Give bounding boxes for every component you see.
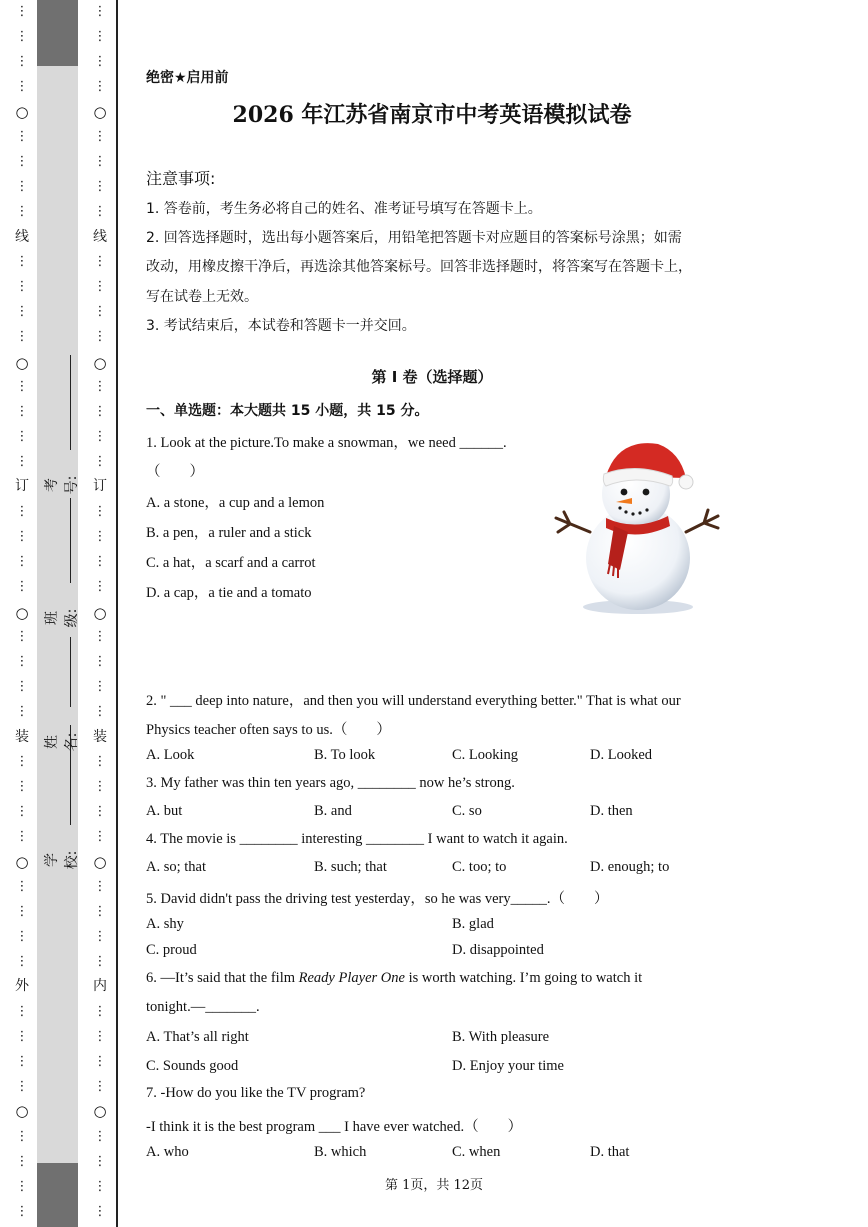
- page-footer: 第 1页，共 12页: [384, 1178, 484, 1193]
- inner-binding-dots: ⋮: [93, 1054, 107, 1069]
- inner-binding-char: 内: [93, 978, 107, 994]
- outer-binding-circle: ○: [15, 604, 29, 622]
- q5-option-b[interactable]: B. glad: [452, 916, 494, 932]
- outer-binding-dots: ⋮: [15, 304, 29, 319]
- inner-binding-dots: ⋮: [93, 404, 107, 419]
- inner-binding-dots: ⋮: [93, 904, 107, 919]
- outer-binding-dots: ⋮: [15, 954, 29, 969]
- outer-binding-dots: ⋮: [15, 179, 29, 194]
- q4-option-b[interactable]: B. such; that: [314, 859, 387, 875]
- q5-option-a[interactable]: A. shy: [146, 916, 184, 932]
- strip-top-cap: [37, 0, 78, 66]
- inner-binding-dots: ⋮: [93, 1129, 107, 1144]
- notice-item: 2. 回答选择题时，选出每小题答案后，用铅笔把答题卡对应题目的答案标号涂黑；如需: [146, 230, 682, 246]
- outer-binding-dots: ⋮: [15, 529, 29, 544]
- outer-binding-dots: ⋮: [15, 929, 29, 944]
- inner-binding-dots: ⋮: [93, 954, 107, 969]
- outer-binding-dots: ⋮: [15, 904, 29, 919]
- q1-option-d[interactable]: D. a cap，a tie and a tomato: [146, 585, 312, 601]
- inner-binding-dots: ⋮: [93, 79, 107, 94]
- outer-binding-dots: ⋮: [15, 1029, 29, 1044]
- q4-option-c[interactable]: C. too; to: [452, 859, 507, 875]
- inner-binding-circle: ○: [93, 853, 107, 871]
- inner-binding-dots: ⋮: [93, 679, 107, 694]
- exam-number-label: 考号:: [44, 475, 80, 495]
- outer-binding-dots: ⋮: [15, 79, 29, 94]
- q5-option-c[interactable]: C. proud: [146, 942, 197, 958]
- outer-binding-dots: ⋮: [15, 454, 29, 469]
- q2-option-c[interactable]: C. Looking: [452, 747, 519, 763]
- outer-binding-char: 装: [15, 729, 29, 745]
- notice-item: 写在试卷上无效。: [146, 289, 258, 305]
- question-7-stem-cont: -I think it is the best program ___ I have ever watched.（ ）: [146, 1119, 523, 1135]
- notice-item: 3. 考试结束后，本试卷和答题卡一并交回。: [146, 318, 416, 334]
- q7-option-d[interactable]: D. that: [590, 1144, 630, 1160]
- confidential-mark: 绝密★启用前: [146, 70, 229, 86]
- inner-binding-dots: ⋮: [93, 1079, 107, 1094]
- outer-binding-dots: ⋮: [15, 404, 29, 419]
- outer-binding-dots: ⋮: [15, 1129, 29, 1144]
- strip-bottom-cap: [37, 1163, 78, 1227]
- question-3-stem: 3. My father was thin ten years ago, ________ now he’s strong.: [146, 775, 515, 791]
- outer-binding-dots: ⋮: [15, 879, 29, 894]
- outer-binding-dots: ⋮: [15, 1179, 29, 1194]
- outer-binding-line: [10, 0, 34, 1227]
- outer-binding-dots: ⋮: [15, 1154, 29, 1169]
- outer-binding-dots: ⋮: [15, 54, 29, 69]
- q3-option-c[interactable]: C. so: [452, 803, 482, 819]
- question-2-stem: 2. " ___ deep into nature，and then you will understand everything better." That is what our: [146, 693, 681, 709]
- q5-option-d[interactable]: D. disappointed: [452, 942, 544, 958]
- question-5-stem: 5. David didn't pass the driving test yesterday，so he was very_____.（ ）: [146, 891, 609, 907]
- notice-item: 1. 答卷前，考生务必将自己的姓名、准考证号填写在答题卡上。: [146, 201, 542, 217]
- q7-option-a[interactable]: A. who: [146, 1144, 189, 1160]
- inner-binding-dots: ⋮: [93, 129, 107, 144]
- inner-binding-dots: ⋮: [93, 779, 107, 794]
- inner-binding-circle: ○: [93, 354, 107, 372]
- outer-binding-dots: ⋮: [15, 754, 29, 769]
- inner-binding-dots: ⋮: [93, 754, 107, 769]
- outer-binding-circle: ○: [15, 1102, 29, 1120]
- outer-binding-char: 线: [15, 229, 29, 245]
- q7-option-c[interactable]: C. when: [452, 1144, 501, 1160]
- inner-binding-char: 装: [93, 729, 107, 745]
- exam-number-field[interactable]: [44, 455, 80, 515]
- inner-binding-char: 订: [93, 478, 107, 494]
- q6-option-b[interactable]: B. With pleasure: [452, 1029, 550, 1045]
- question-1-stem: 1. Look at the picture.To make a snowman，we need ______.: [146, 435, 507, 451]
- q2-option-b[interactable]: B. To look: [314, 747, 376, 763]
- question-2-stem-cont: Physics teacher often says to us.（ ）: [146, 722, 391, 738]
- outer-binding-dots: ⋮: [15, 254, 29, 269]
- q1-option-a[interactable]: A. a stone，a cup and a lemon: [146, 495, 325, 511]
- q7-option-b[interactable]: B. which: [314, 1144, 367, 1160]
- outer-binding-dots: ⋮: [15, 654, 29, 669]
- inner-binding-dots: ⋮: [93, 429, 107, 444]
- question-6-stem-cont: tonight.—_______.: [146, 999, 260, 1015]
- inner-binding-dots: ⋮: [93, 4, 107, 19]
- inner-binding-circle: ○: [93, 103, 107, 121]
- inner-binding-line: [88, 0, 112, 1227]
- q6-option-a[interactable]: A. That’s all right: [146, 1029, 249, 1045]
- question-7-stem: 7. -How do you like the TV program?: [146, 1085, 366, 1101]
- outer-binding-dots: ⋮: [15, 4, 29, 19]
- inner-binding-dots: ⋮: [93, 1004, 107, 1019]
- q6-stem-post: is worth watching. I’m going to watch it: [404, 970, 643, 986]
- class-field[interactable]: [44, 588, 80, 648]
- q6-stem-pre: 6. —It’s said that the film: [146, 970, 299, 986]
- outer-binding-dots: ⋮: [15, 704, 29, 719]
- binding-edge-line: [116, 0, 118, 1227]
- inner-binding-dots: ⋮: [93, 879, 107, 894]
- outer-binding-char: 外: [15, 978, 29, 994]
- question-6-stem: [146, 970, 642, 987]
- inner-binding-dots: ⋮: [93, 529, 107, 544]
- outer-binding-dots: ⋮: [15, 379, 29, 394]
- inner-binding-dots: ⋮: [93, 504, 107, 519]
- inner-binding-dots: ⋮: [93, 929, 107, 944]
- inner-binding-dots: ⋮: [93, 1154, 107, 1169]
- outer-binding-circle: ○: [15, 354, 29, 372]
- inner-binding-dots: ⋮: [93, 579, 107, 594]
- section-heading: 第 I 卷（选择题）: [371, 368, 493, 386]
- inner-binding-dots: ⋮: [93, 804, 107, 819]
- outer-binding-circle: ○: [15, 853, 29, 871]
- question-1-bracket: （ ）: [146, 464, 204, 480]
- inner-binding-dots: ⋮: [93, 379, 107, 394]
- outer-binding-dots: ⋮: [15, 779, 29, 794]
- inner-binding-dots: ⋮: [93, 329, 107, 344]
- q6-film-title: Ready Player One: [298, 970, 405, 986]
- outer-binding-dots: ⋮: [15, 829, 29, 844]
- inner-binding-dots: ⋮: [93, 54, 107, 69]
- inner-binding-dots: ⋮: [93, 304, 107, 319]
- outer-binding-dots: ⋮: [15, 1004, 29, 1019]
- snowman-picture: [548, 432, 724, 616]
- inner-binding-char: 线: [93, 229, 107, 245]
- inner-binding-dots: ⋮: [93, 829, 107, 844]
- outer-binding-dots: ⋮: [15, 204, 29, 219]
- q4-option-a[interactable]: A. so; that: [146, 859, 207, 875]
- inner-binding-dots: ⋮: [93, 154, 107, 169]
- q6-option-d[interactable]: D. Enjoy your time: [452, 1058, 564, 1074]
- outer-binding-dots: ⋮: [15, 279, 29, 294]
- inner-binding-dots: ⋮: [93, 1029, 107, 1044]
- class-label: 班级:: [44, 608, 80, 628]
- outer-binding-dots: ⋮: [15, 804, 29, 819]
- notice-item: 改动，用橡皮擦干净后，再选涂其他答案标号。回答非选择题时，将答案写在答题卡上，: [146, 259, 692, 275]
- outer-binding-dots: ⋮: [15, 1054, 29, 1069]
- inner-binding-dots: ⋮: [93, 279, 107, 294]
- outer-binding-dots: ⋮: [15, 1204, 29, 1219]
- q6-option-c[interactable]: C. Sounds good: [146, 1058, 239, 1074]
- page-title: 2026 年江苏省南京市中考英语模拟试卷: [232, 102, 632, 128]
- outer-binding-dots: ⋮: [15, 154, 29, 169]
- inner-binding-dots: ⋮: [93, 179, 107, 194]
- outer-binding-char: 订: [15, 478, 29, 494]
- q2-option-d[interactable]: D. Looked: [590, 747, 653, 763]
- outer-binding-dots: ⋮: [15, 629, 29, 644]
- inner-binding-dots: ⋮: [93, 1179, 107, 1194]
- notice-heading: 注意事项:: [146, 169, 216, 188]
- name-field[interactable]: [44, 712, 80, 772]
- inner-binding-circle: ○: [93, 1102, 107, 1120]
- outer-binding-dots: ⋮: [15, 504, 29, 519]
- inner-binding-dots: ⋮: [93, 204, 107, 219]
- inner-binding-dots: ⋮: [93, 554, 107, 569]
- inner-binding-dots: ⋮: [93, 454, 107, 469]
- inner-binding-dots: ⋮: [93, 1204, 107, 1219]
- q1-option-b[interactable]: B. a pen，a ruler and a stick: [146, 525, 312, 541]
- q4-option-d[interactable]: D. enough; to: [590, 859, 670, 875]
- exam-number-underline: [70, 355, 71, 450]
- question-4-stem: 4. The movie is ________ interesting ________ I want to watch it again.: [146, 831, 568, 847]
- school-label: 学校:: [44, 850, 80, 870]
- inner-binding-circle: ○: [93, 604, 107, 622]
- q3-option-d[interactable]: D. then: [590, 803, 633, 819]
- outer-binding-dots: ⋮: [15, 554, 29, 569]
- outer-binding-dots: ⋮: [15, 429, 29, 444]
- inner-binding-dots: ⋮: [93, 654, 107, 669]
- q2-option-a[interactable]: A. Look: [146, 747, 195, 763]
- outer-binding-dots: ⋮: [15, 29, 29, 44]
- outer-binding-dots: ⋮: [15, 329, 29, 344]
- inner-binding-dots: ⋮: [93, 704, 107, 719]
- school-field[interactable]: [44, 830, 80, 910]
- q3-option-a[interactable]: A. but: [146, 803, 183, 819]
- outer-binding-dots: ⋮: [15, 1079, 29, 1094]
- q3-option-b[interactable]: B. and: [314, 803, 352, 819]
- inner-binding-dots: ⋮: [93, 29, 107, 44]
- inner-binding-dots: ⋮: [93, 629, 107, 644]
- outer-binding-dots: ⋮: [15, 579, 29, 594]
- q1-option-c[interactable]: C. a hat，a scarf and a carrot: [146, 555, 316, 571]
- outer-binding-dots: ⋮: [15, 679, 29, 694]
- inner-binding-dots: ⋮: [93, 254, 107, 269]
- binding-strip: [0, 0, 118, 1227]
- part-heading: 一、单选题：本大题共 15 小题，共 15 分。: [146, 403, 429, 419]
- outer-binding-circle: ○: [15, 103, 29, 121]
- outer-binding-dots: ⋮: [15, 129, 29, 144]
- name-label: 姓名:: [44, 732, 80, 752]
